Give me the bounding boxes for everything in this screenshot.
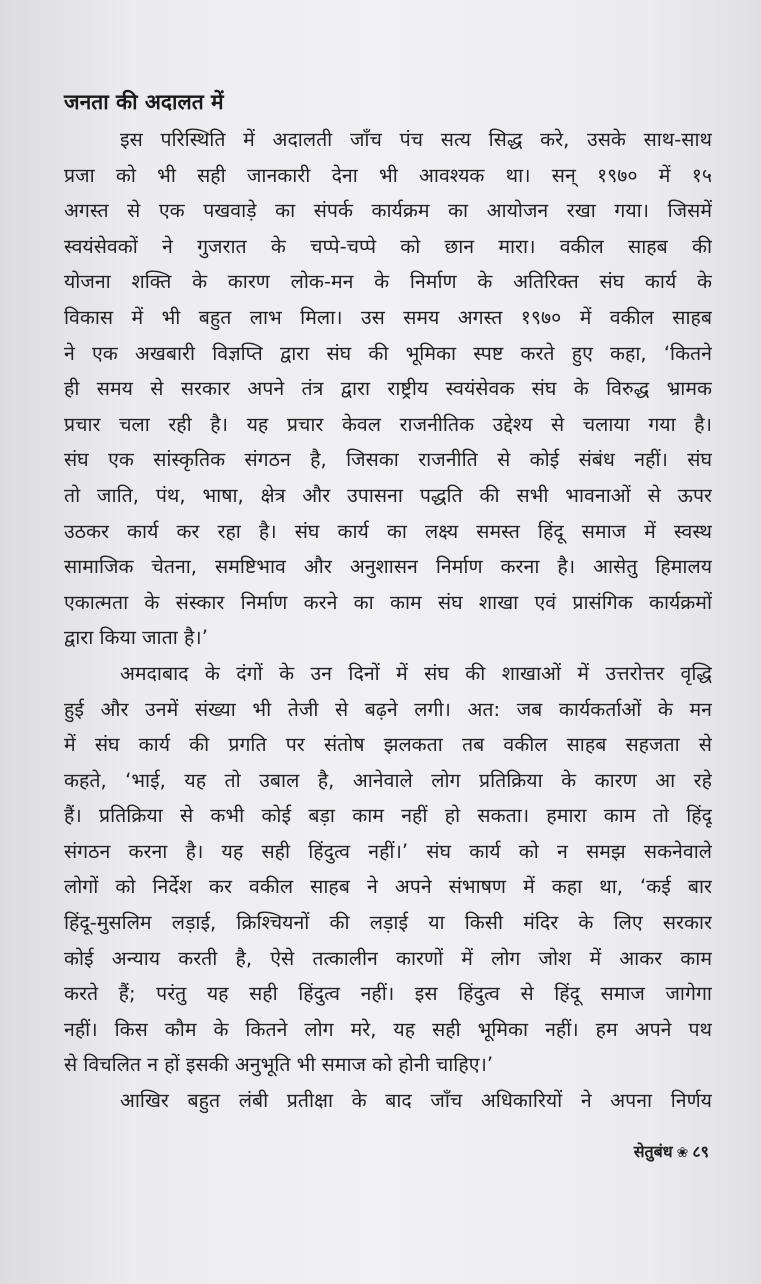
text-line: से विचलित न हों इसकी अनुभूति भी समाज को होनी चाहिए।’ xyxy=(64,1053,494,1077)
text-line: अगस्त से एक पखवाड़े का संपर्क कार्यक्रम का आयोजन रखा गया। जिसमें xyxy=(64,199,712,223)
text-line: ने एक अखबारी विज्ञप्ति द्वारा संघ की भूमिका स्पष्ट करते हुए कहा, ‘कितने xyxy=(64,341,712,365)
book-page xyxy=(64,86,712,1119)
paragraph xyxy=(64,122,712,656)
paragraph xyxy=(64,656,712,1083)
text-line: एकात्मता के संस्कार निर्माण करने का काम संघ शाखा एवं प्रासंगिक कार्यक्रमों xyxy=(64,590,712,614)
text-line: आखिर बहुत लंबी प्रतीक्षा के बाद जाँच अधिकारियों ने अपना निर्णय xyxy=(120,1089,712,1113)
text-line: संगठन करना है। यह सही हिंदुत्व नहीं।’ संघ कार्य को न समझ सकनेवाले xyxy=(64,839,712,863)
text-line: करते हैं; परंतु यह सही हिंदुत्व नहीं। इस हिंदुत्व से हिंदू समाज जागेगा xyxy=(64,982,712,1006)
text-line: कहते, ‘भाई, यह तो उबाल है, आनेवाले लोग प्रतिक्रिया के कारण आ रहे xyxy=(64,768,712,792)
text-line: तो जाति, पंथ, भाषा, क्षेत्र और उपासना पद्धति की सभी भावनाओं से ऊपर xyxy=(64,483,712,507)
text-line: विकास में भी बहुत लाभ मिला। उस समय अगस्त १९७० में वकील साहब xyxy=(64,305,712,329)
text-line: नहीं। किस कौम के कितने लोग मरे, यह सही भूमिका नहीं। हम अपने पथ xyxy=(64,1017,712,1041)
text-line: लोगों को निर्देश कर वकील साहब ने अपने संभाषण में कहा था, ‘कई बार xyxy=(64,875,712,899)
text-line: कोई अन्याय करती है, ऐसे तत्कालीन कारणों में लोग जोश में आकर काम xyxy=(64,946,712,970)
text-line: हिंदू-मुसलिम लड़ाई, क्रिश्चियनों की लड़ाई या किसी मंदिर के लिए सरकार xyxy=(64,911,712,935)
text-line: अमदाबाद के दंगों के उन दिनों में संघ की शाखाओं में उत्तरोत्तर वृद्धि xyxy=(120,661,712,685)
book-title: सेतुबंध xyxy=(633,1142,673,1161)
text-line: प्रजा को भी सही जानकारी देना भी आवश्यक था। सन् १९७० में १५ xyxy=(64,163,712,187)
text-line: ही समय से सरकार अपने तंत्र द्वारा राष्ट्रीय स्वयंसेवक संघ के विरुद्ध भ्रामक xyxy=(64,377,712,401)
text-line: योजना शक्ति के कारण लोक-मन के निर्माण के अतिरिक्त संघ कार्य के xyxy=(64,270,712,294)
text-line: उठकर कार्य कर रहा है। संघ कार्य का लक्ष्य समस्त हिंदू समाज में स्वस्थ xyxy=(64,519,712,543)
section-heading: जनता की अदालत में xyxy=(64,90,224,114)
text-line: हुई और उनमें संख्या भी तेजी से बढ़ने लगी। अत: जब कार्यकर्ताओं के मन xyxy=(64,697,712,721)
flower-ornament-icon: ❀ xyxy=(676,1145,689,1161)
text-line: संघ एक सांस्कृतिक संगठन है, जिसका राजनीति से कोई संबंध नहीं। संघ xyxy=(64,448,712,472)
text-line: इस परिस्थिति में अदालती जाँच पंच सत्य सिद्ध करे, उसके साथ-साथ xyxy=(120,128,712,151)
body-text xyxy=(64,122,712,1119)
page-number: ८९ xyxy=(692,1142,709,1161)
text-line: सामाजिक चेतना, समष्टिभाव और अनुशासन निर्माण करना है। आसेतु हिमालय xyxy=(64,555,712,579)
text-line: प्रचार चला रही है। यह प्रचार केवल राजनीतिक उद्देश्य से चलाया गया है। xyxy=(64,412,712,436)
paragraph xyxy=(64,1083,712,1119)
text-line: द्वारा किया जाता है।’ xyxy=(64,626,208,650)
text-line: में संघ कार्य की प्रगति पर संतोष झलकता तब वकील साहब सहजता से xyxy=(64,733,712,757)
text-line: हैं। प्रतिक्रिया से कभी कोई बड़ा काम नहीं हो सकता। हमारा काम तो हिंदू xyxy=(64,804,712,828)
text-line: स्वयंसेवकों ने गुजरात के चप्पे-चप्पे को छान मारा। वकील साहब की xyxy=(64,234,712,258)
page-footer xyxy=(634,1140,709,1162)
